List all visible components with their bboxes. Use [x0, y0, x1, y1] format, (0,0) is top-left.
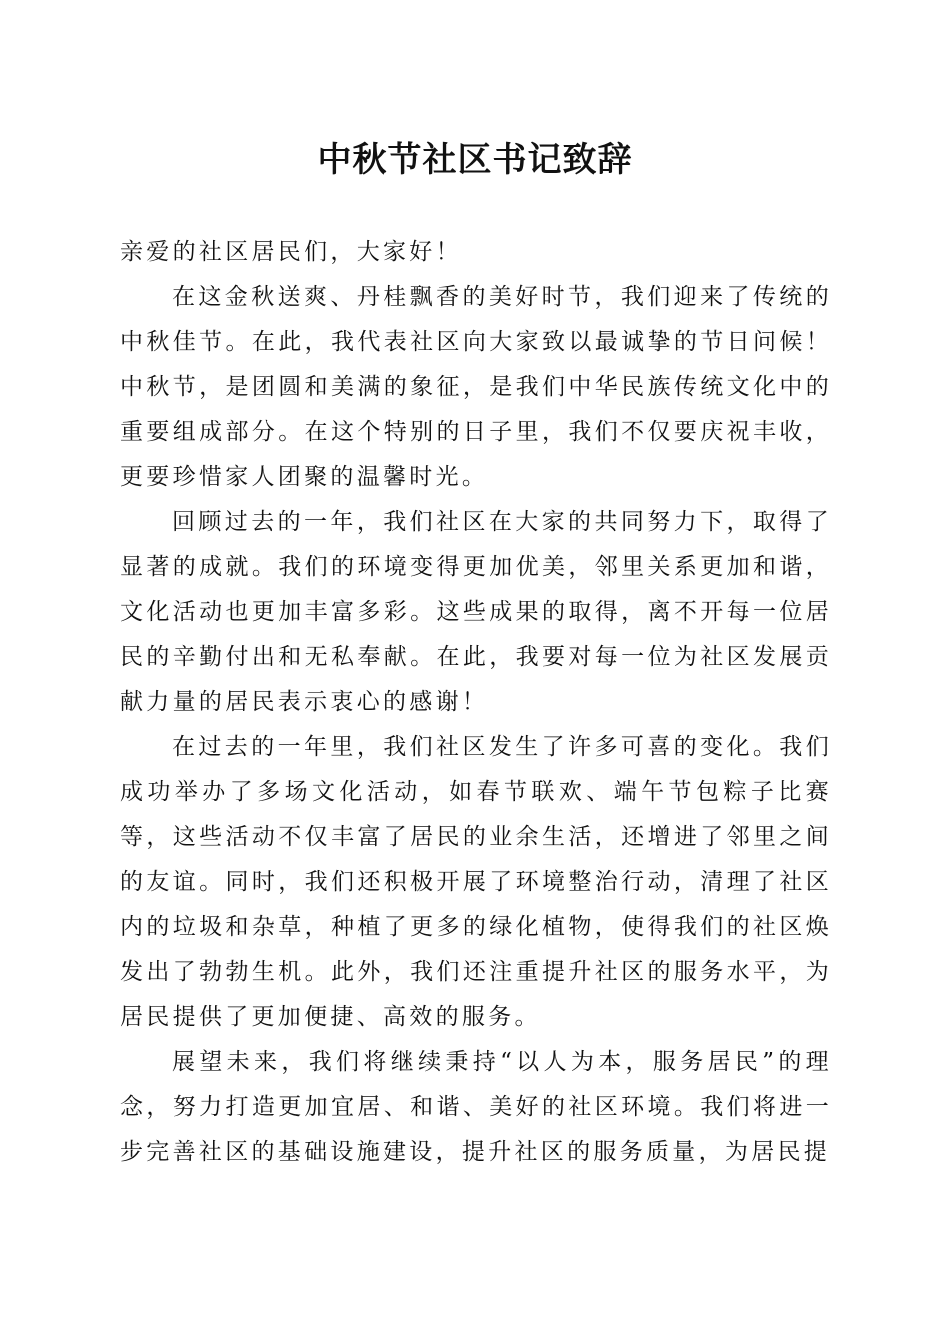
paragraph-1: 在这金秋送爽、丹桂飘香的美好时节，我们迎来了传统的中秋佳节。在此，我代表社区向大家致以最诚挚的节日问候！中秋节，是团圆和美满的象征，是我们中华民族传统文化中的重要组成部分。在这个特别的日子里，我们不仅要庆祝丰收，更要珍惜家人团聚的温馨时光。	[120, 284, 832, 490]
document-title: 中秋节社区书记致辞	[317, 140, 633, 180]
paragraph-4: 展望未来，我们将继续秉持“以人为本，服务居民”的理念，努力打造更加宜居、和谐、美好的社区环境。我们将进一步完善社区的基础设施建设，提升社区的服务质量，为居民提	[120, 1049, 832, 1165]
document-body	[120, 230, 832, 1175]
salutation: 亲爱的社区居民们，大家好！	[120, 239, 462, 265]
paragraph-2: 回顾过去的一年，我们社区在大家的共同努力下，取得了显著的成就。我们的环境变得更加优美，邻里关系更加和谐，文化活动也更加丰富多彩。这些成果的取得，离不开每一位居民的辛勤付出和无私奉献。在此，我要对每一位为社区发展贡献力量的居民表示衷心的感谢！	[120, 509, 832, 715]
paragraph-3: 在过去的一年里，我们社区发生了许多可喜的变化。我们成功举办了多场文化活动，如春节联欢、端午节包粽子比赛等，这些活动不仅丰富了居民的业余生活，还增进了邻里之间的友谊。同时，我们还积极开展了环境整治行动，清理了社区内的垃圾和杂草，种植了更多的绿化植物，使得我们的社区焕发出了勃勃生机。此外，我们还注重提升社区的服务水平，为居民提供了更加便捷、高效的服务。	[120, 734, 832, 1030]
